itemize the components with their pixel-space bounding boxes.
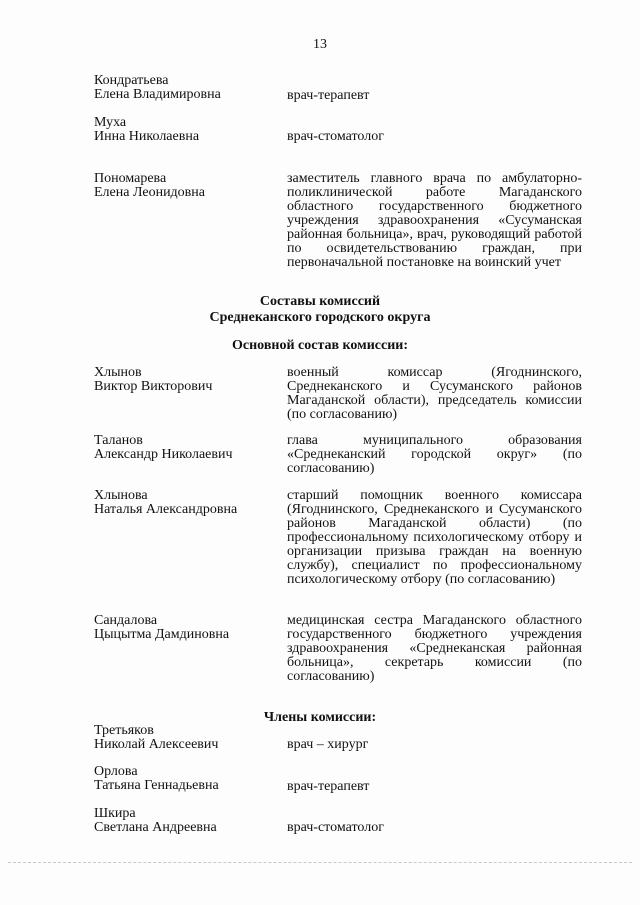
- person-name: [94, 765, 219, 793]
- person-role: военный комиссар (Ягоднинского, Среднеканского и Сусуманского районов Магаданской области), председатель комиссии (по согласованию): [287, 365, 582, 422]
- person-given-names: Елена Владимировна: [94, 87, 221, 102]
- person-surname: Пономарева: [94, 171, 167, 186]
- person-surname: Третьяков: [94, 723, 154, 738]
- person-name: [94, 807, 217, 835]
- person-role: врач-стоматолог: [287, 820, 384, 835]
- person-surname: Орлова: [94, 764, 138, 779]
- person-name: [94, 172, 205, 200]
- person-given-names: Наталья Александровна: [94, 502, 238, 517]
- section-title: [0, 294, 640, 326]
- person-surname: Шкира: [94, 806, 136, 821]
- person-surname: Хлынова: [94, 488, 148, 503]
- person-given-names: Александр Николаевич: [94, 447, 233, 462]
- person-given-names: Светлана Андреевна: [94, 820, 217, 835]
- person-surname: Таланов: [94, 433, 143, 448]
- person-role: глава муниципального образования «Среднеканский городской округ» (по согласованию): [287, 433, 582, 476]
- person-name: [94, 434, 233, 462]
- person-name: [94, 74, 221, 102]
- section-title-line: Составы комиссий: [259, 294, 381, 309]
- person-name: [94, 489, 237, 517]
- person-name: [94, 116, 199, 144]
- person-surname: Кондратьева: [94, 73, 169, 88]
- person-given-names: Татьяна Геннадьевна: [94, 778, 219, 793]
- person-given-names: Виктор Викторович: [94, 379, 213, 394]
- person-given-names: Инна Николаевна: [94, 129, 200, 144]
- person-given-names: Елена Леонидовна: [94, 185, 205, 200]
- person-role: врач-терапевт: [287, 779, 370, 794]
- person-given-names: Цыцытма Дамдиновна: [94, 627, 230, 642]
- person-role: врач – хирург: [287, 737, 369, 752]
- section-title-line: Среднеканского городского округа: [209, 310, 431, 325]
- person-name: [94, 366, 212, 394]
- person-name: [94, 614, 229, 642]
- main-composition-heading: Основной состав комиссии:: [232, 338, 408, 353]
- person-given-names: Николай Алексеевич: [94, 737, 219, 752]
- person-role: врач-терапевт: [287, 88, 370, 103]
- person-surname: Муха: [94, 115, 127, 130]
- members-heading: Члены комиссии:: [263, 710, 377, 725]
- person-role: врач-стоматолог: [287, 129, 384, 144]
- person-name: [94, 724, 218, 752]
- person-role: старший помощник военного комиссара (Ягоднинского, Среднеканского и Сусуманского районов Магаданской области) (по профессиональному психологическому отбору и организации призыва граждан на военную службу), специалист по профессиональному психологическому отбору (по согласованию): [287, 488, 582, 587]
- page-number: 13: [313, 37, 327, 52]
- person-role: медицинская сестра Магаданского областного государственного бюджетного учреждения здравоохранения «Среднеканская районная больница», секретарь комиссии (по согласованию): [287, 613, 582, 684]
- person-surname: Сандалова: [94, 613, 158, 628]
- person-role: заместитель главного врача по амбулаторно-поликлинической работе Магаданского областного государственного бюджетного учреждения здравоохранения «Сусуманская районная больница», врач, руководящий работой по освидетельствованию граждан, при первоначальной постановке на воинский учет: [287, 171, 582, 270]
- person-surname: Хлынов: [94, 365, 142, 380]
- scan-edge-line: [8, 862, 632, 863]
